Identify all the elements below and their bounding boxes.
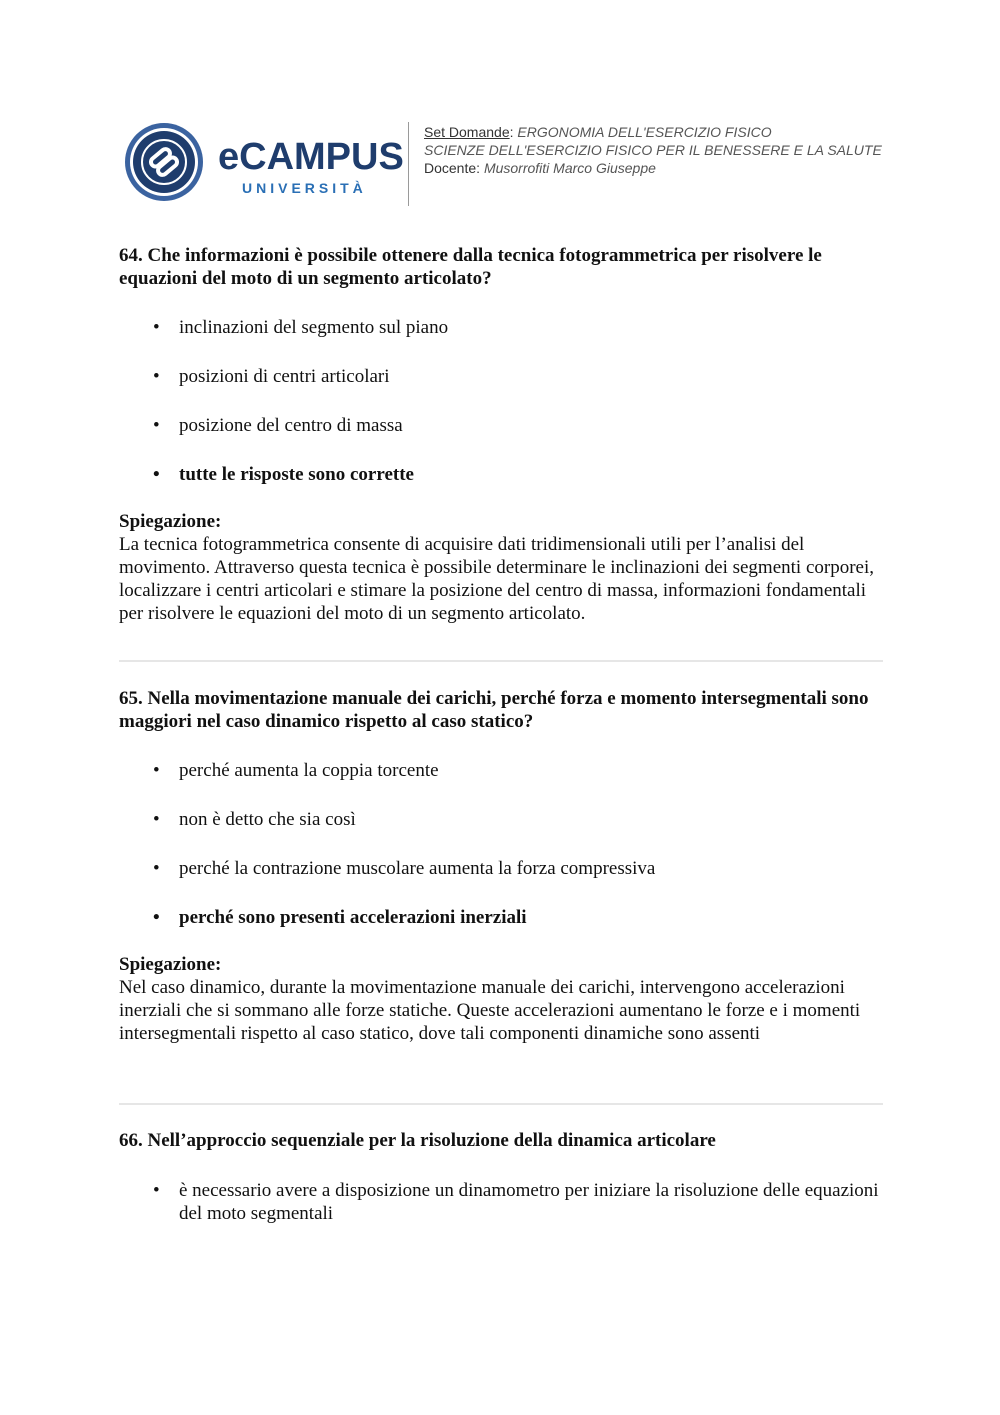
logo-wordmark: eCAMPUS (218, 136, 404, 178)
explanation-label: Spiegazione: (119, 954, 222, 975)
options-list (119, 316, 883, 486)
question-66 (119, 1129, 883, 1152)
option-item: • perché la contrazione muscolare aumenta la forza compressiva (153, 858, 656, 879)
option-item: • non è detto che sia così (153, 809, 356, 830)
header-meta: Set Domande: ERGONOMIA DELL'ESERCIZIO FISICO SCIENZE DELL'ESERCIZIO FISICO PER IL BENESSERE E LA SALUTE Docente: Musorrofiti Marco Giuseppe (424, 124, 882, 176)
option-item: • posizioni di centri articolari (153, 366, 390, 387)
explanation-label: Spiegazione: (119, 511, 222, 532)
option-item: • inclinazioni del segmento sul piano (153, 317, 449, 338)
options-list (119, 1179, 883, 1225)
question-title: 64. Che informazioni è possibile ottenere dalla tecnica fotogrammetrica per risolvere le equazioni del moto di un segmento articolato? (119, 245, 822, 289)
option-item: • perché aumenta la coppia torcente (153, 760, 439, 781)
option-item: • posizione del centro di massa (153, 415, 403, 436)
logo-subtitle: UNIVERSITÀ (242, 180, 367, 196)
option-item-correct: • tutte le risposte sono corrette (153, 464, 414, 485)
separator (119, 660, 883, 662)
document-header (124, 118, 884, 210)
separator (119, 1103, 883, 1105)
docente-value: Musorrofiti Marco Giuseppe (483, 160, 656, 176)
question-65 (119, 687, 883, 733)
explanation-text: La tecnica fotogrammetrica consente di acquisire dati tridimensionali utili per l’analisi del movimento. Attraverso questa tecnica è possibile determinare le inclinazioni dei segmenti corporei, localizzare i centri articolari e stimare la posizione del centro di massa, informazioni fondamentali per risolvere le equazioni del moto di un segmento articolato. (119, 534, 874, 624)
set-label: Set Domande (424, 124, 510, 140)
set-value: ERGONOMIA DELL'ESERCIZIO FISICO (517, 124, 772, 140)
explanation-text: Nel caso dinamico, durante la movimentazione manuale dei carichi, intervengono accelerazioni inerziali che si sommano alle forze statiche. Queste accelerazioni aumentano le forze e i momenti intersegmentali rispetto al caso statico, dove tali componenti dinamiche sono assenti (119, 977, 861, 1044)
question-64 (119, 244, 883, 290)
explanation-65 (119, 953, 883, 1045)
course-name: SCIENZE DELL'ESERCIZIO FISICO PER IL BENESSERE E LA SALUTE (424, 142, 882, 158)
question-title: 66. Nell’approccio sequenziale per la risoluzione della dinamica articolare (119, 1130, 716, 1151)
explanation-64 (119, 510, 883, 625)
ecampus-seal-logo (124, 122, 204, 202)
option-item-correct: • perché sono presenti accelerazioni inerziali (153, 907, 527, 928)
option-item: • è necessario avere a disposizione un dinamometro per iniziare la risoluzione delle equazioni del moto segmentali (153, 1180, 879, 1224)
header-divider (408, 122, 409, 206)
question-title: 65. Nella movimentazione manuale dei carichi, perché forza e momento intersegmentali sono maggiori nel caso dinamico rispetto al caso statico? (119, 688, 869, 732)
options-list (119, 759, 883, 929)
docente-label: Docente: (424, 160, 481, 176)
